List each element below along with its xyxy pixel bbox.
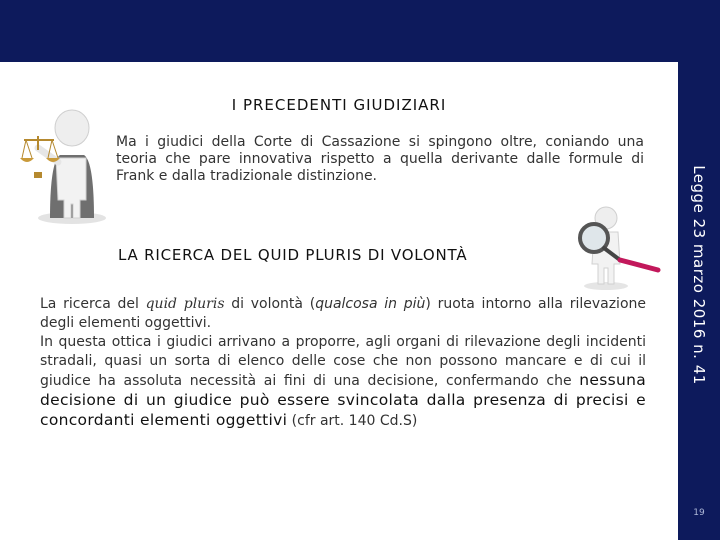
body-paragraph-1: La ricerca del quid pluris di volontà (qualcosa in più) ruota intorno alla rilevazione degli elementi oggettivi.: [40, 296, 646, 331]
body-paragraph-2: In questa ottica i giudici arrivano a proporre, agli organi di rilevazione degli incidenti stradali, quasi un sorta di elenco delle cose che non possono mancare e di cui il giudice ha assoluta necessità ai fini di una decisione, confermando che nessuna decisione di un giudice può essere svincolata dalla presenza di precisi e concordanti elementi oggettivi (cfr art. 140 Cd.S): [40, 334, 646, 429]
side-label: Legge 23 marzo 2016 n. 41: [690, 165, 708, 385]
key-statement: nessuna decisione di un giudice può essere svincolata dalla presenza di precisi e concordanti elementi oggettivi: [40, 371, 646, 429]
section-subtitle: LA RICERCA DEL QUID PLURIS DI VOLONTÀ: [118, 246, 468, 264]
magnifier-figure-image: [566, 202, 662, 292]
page-number: 19: [693, 508, 705, 518]
qualcosa-in-piu-term: qualcosa in più: [315, 296, 426, 312]
justice-figure-image: [20, 100, 124, 230]
body-text: [40, 295, 646, 431]
intro-paragraph: Ma i giudici della Corte di Cassazione si spingono oltre, coniando una teoria che pare innovativa rispetto a quella derivante dalle formule di Frank e dalla tradizionale distinzione.: [116, 134, 644, 184]
quid-pluris-term: quid pluris: [145, 296, 225, 312]
header-bar: [0, 0, 720, 62]
slide-title: I PRECEDENTI GIUDIZIARI: [231, 96, 447, 114]
